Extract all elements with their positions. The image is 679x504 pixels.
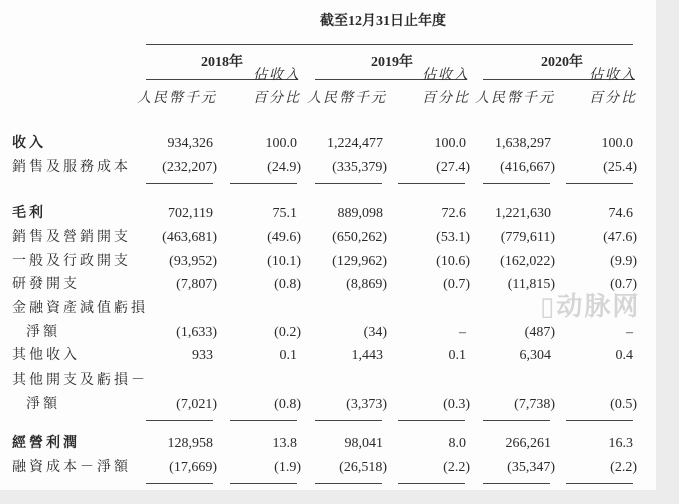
- table-cell: 128,958: [167, 436, 213, 451]
- table-cell: (0.7): [610, 277, 637, 292]
- header-rule: [146, 44, 633, 45]
- table-cell: 933: [192, 348, 213, 363]
- table-cell: (24.9): [267, 160, 301, 175]
- table-cell: 0.1: [279, 348, 297, 363]
- table-cell: (2.2): [610, 460, 637, 475]
- table-cell: (129,962): [332, 254, 387, 269]
- table-cell: (25.4): [603, 160, 637, 175]
- table-cell: (416,667): [500, 160, 555, 175]
- subtotal-rule: [230, 483, 297, 484]
- table-cell: 16.3: [608, 436, 633, 451]
- subtotal-rule: [483, 483, 550, 484]
- table-cell: (1,633): [176, 325, 217, 340]
- row-label: 毛利: [12, 206, 46, 221]
- subtotal-rule: [230, 183, 297, 184]
- row-label: 融資成本－淨額: [12, 460, 131, 475]
- subtotal-rule: [315, 183, 382, 184]
- table-cell: (53.1): [436, 230, 470, 245]
- row-label: 銷售及服務成本: [12, 160, 131, 175]
- amount-unit-header: 人民幣千元: [475, 91, 555, 106]
- table-cell: 72.6: [441, 206, 466, 221]
- table-cell: (10.1): [267, 254, 301, 269]
- subtotal-rule: [315, 483, 382, 484]
- table-cell: (93,952): [169, 254, 217, 269]
- table-cell: 702,119: [168, 206, 213, 221]
- table-cell: 98,041: [344, 436, 383, 451]
- row-label: 經營利潤: [12, 436, 80, 451]
- table-cell: (2.2): [443, 460, 470, 475]
- table-cell: (7,021): [176, 397, 217, 412]
- table-cell: (3,373): [346, 397, 387, 412]
- year-2019: 2019年: [371, 55, 413, 70]
- table-cell: (8,869): [346, 277, 387, 292]
- table-cell: (7,738): [514, 397, 555, 412]
- table-cell: (0.8): [274, 277, 301, 292]
- subtotal-rule: [566, 183, 633, 184]
- pct-header-line2: 百分比: [253, 91, 301, 106]
- table-cell: (1.9): [274, 460, 301, 475]
- watermark-text: 动脉网: [556, 292, 641, 322]
- table-cell: (162,022): [500, 254, 555, 269]
- table-cell: 13.8: [272, 436, 297, 451]
- row-label: 銷售及營銷開支: [12, 230, 131, 245]
- row-label: 研發開支: [12, 277, 80, 292]
- table-cell: 74.6: [608, 206, 633, 221]
- amount-unit-header: 人民幣千元: [307, 91, 387, 106]
- table-cell: 934,326: [167, 136, 213, 151]
- subtotal-rule: [566, 420, 633, 421]
- row-label: 金融資產減值虧損: [12, 301, 148, 316]
- subtotal-rule: [230, 420, 297, 421]
- year-2020: 2020年: [541, 55, 583, 70]
- table-cell: (11,815): [507, 277, 555, 292]
- table-cell: (232,207): [162, 160, 217, 175]
- subtotal-rule: [146, 483, 213, 484]
- subtotal-rule: [483, 183, 550, 184]
- table-cell: 889,098: [337, 206, 383, 221]
- table-cell: 8.0: [448, 436, 466, 451]
- subtotal-rule: [566, 483, 633, 484]
- table-cell: (9.9): [610, 254, 637, 269]
- subtotal-rule: [483, 420, 550, 421]
- amount-unit-header: 人民幣千元: [137, 91, 217, 106]
- table-cell: (0.3): [443, 397, 470, 412]
- table-cell: 75.1: [272, 206, 297, 221]
- row-label: 淨額: [26, 397, 60, 412]
- row-label: 淨額: [26, 325, 60, 340]
- table-cell: (487): [524, 325, 555, 340]
- subtotal-rule: [398, 420, 465, 421]
- table-cell: 100.0: [601, 136, 633, 151]
- table-cell: 100.0: [265, 136, 297, 151]
- table-cell: (7,807): [176, 277, 217, 292]
- watermark-logo: ▯动脉网: [540, 292, 641, 322]
- table-cell: (650,262): [332, 230, 387, 245]
- table-cell: 1,224,477: [327, 136, 383, 151]
- table-cell: (34): [363, 325, 387, 340]
- table-cell: –: [626, 325, 633, 340]
- pct-header-line2: 百分比: [422, 91, 470, 106]
- table-cell: (0.8): [274, 397, 301, 412]
- pct-header-line1: 佔收入: [253, 68, 301, 83]
- table-cell: 1,443: [351, 348, 383, 363]
- table-cell: 0.1: [448, 348, 466, 363]
- pct-header-line1: 佔收入: [422, 68, 470, 83]
- table-cell: (463,681): [162, 230, 217, 245]
- pct-header-line2: 百分比: [589, 91, 637, 106]
- row-label: 一般及行政開支: [12, 254, 131, 269]
- subtotal-rule: [315, 420, 382, 421]
- row-label: 其他收入: [12, 348, 80, 363]
- subtotal-rule: [398, 183, 465, 184]
- row-label: 收入: [12, 136, 46, 151]
- table-cell: (35,347): [507, 460, 555, 475]
- table-cell: (0.2): [274, 325, 301, 340]
- table-cell: (47.6): [603, 230, 637, 245]
- table-cell: (26,518): [339, 460, 387, 475]
- table-cell: (49.6): [267, 230, 301, 245]
- table-cell: (17,669): [169, 460, 217, 475]
- table-cell: (0.7): [443, 277, 470, 292]
- subtotal-rule: [146, 183, 213, 184]
- year-2018: 2018年: [201, 55, 243, 70]
- table-cell: (10.6): [436, 254, 470, 269]
- subtotal-rule: [146, 420, 213, 421]
- table-cell: 6,304: [519, 348, 551, 363]
- table-cell: 266,261: [505, 436, 551, 451]
- table-cell: 1,638,297: [495, 136, 551, 151]
- table-cell: 0.4: [615, 348, 633, 363]
- table-cell: 1,221,630: [495, 206, 551, 221]
- table-cell: (335,379): [332, 160, 387, 175]
- subtotal-rule: [398, 483, 465, 484]
- row-label: 其他開支及虧損－: [12, 373, 148, 388]
- table-cell: (0.5): [610, 397, 637, 412]
- table-cell: (27.4): [436, 160, 470, 175]
- table-cell: –: [459, 325, 466, 340]
- table-cell: (779,611): [500, 230, 555, 245]
- period-header: 截至12月31日止年度: [320, 14, 446, 29]
- table-cell: 100.0: [434, 136, 466, 151]
- pct-header-line1: 佔收入: [589, 68, 637, 83]
